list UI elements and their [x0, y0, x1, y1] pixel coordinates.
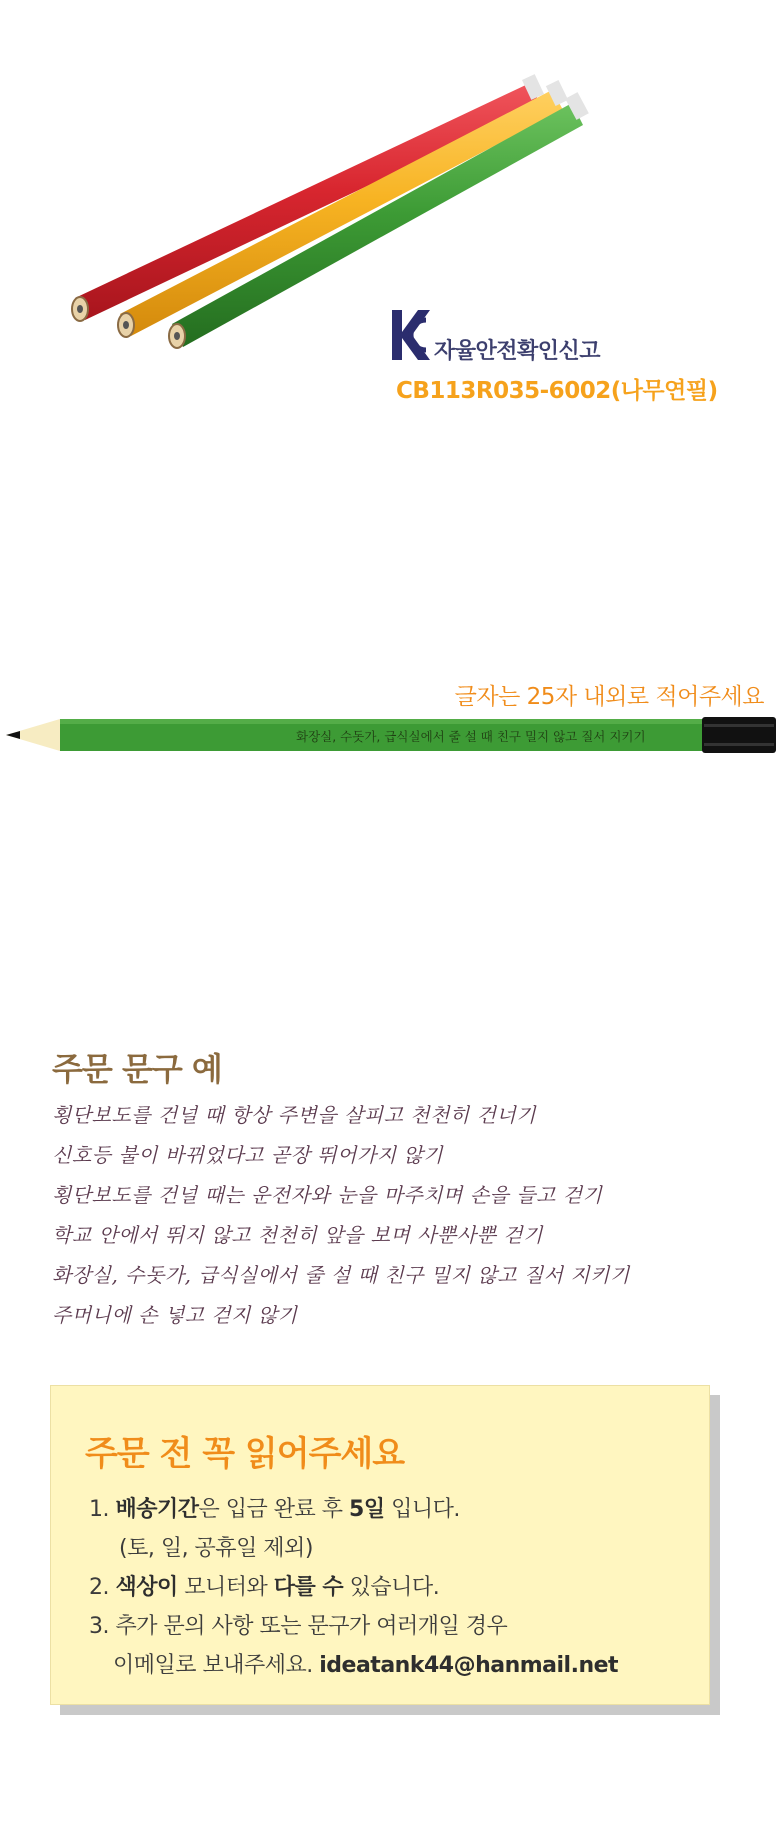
notice-number: 2.: [89, 1575, 109, 1600]
examples-list: [52, 1095, 630, 1335]
notice-item-inquiry: [89, 1609, 507, 1640]
list-item: 횡단보도를 건널 때 항상 주변을 살피고 천천히 건너기: [52, 1103, 537, 1127]
notice-number: 1.: [89, 1497, 109, 1522]
notice-box: [50, 1385, 710, 1705]
list-item: 횡단보도를 건널 때는 운전자와 눈을 마주치며 손을 들고 걷기: [52, 1183, 603, 1207]
list-item: 주머니에 손 넣고 걷지 않기: [52, 1303, 298, 1327]
color-differ: 다를 수: [273, 1575, 344, 1600]
delivery-days: 5일: [349, 1497, 385, 1522]
list-item: 화장실, 수돗가, 급식실에서 줄 설 때 친구 밀지 않고 질서 지키기: [52, 1263, 630, 1287]
kc-mark-icon: [388, 306, 434, 364]
inquiry-text: 추가 문의 사항 또는 문구가 여러개일 경우: [115, 1614, 508, 1639]
notice-item-delivery: [89, 1492, 460, 1523]
yellow-pencil: [118, 80, 568, 337]
color-text: 모니터와: [177, 1575, 274, 1600]
red-pencil: [72, 74, 544, 321]
notice-item-color: [89, 1570, 439, 1601]
kc-certification: [388, 300, 748, 410]
delivery-end: 입니다.: [384, 1497, 460, 1522]
kc-cert-number: CB113R035-6002(나무연필): [396, 378, 718, 404]
notice-item-delivery-note: (토, 일, 공휴일 제외): [119, 1536, 313, 1561]
kc-title: 자율안전확인신고: [434, 339, 601, 364]
notice-item-email: [113, 1648, 618, 1679]
email-address[interactable]: ideatank44@hanmail.net: [319, 1653, 619, 1678]
list-item: 신호등 불이 바뀌었다고 곧장 뛰어가지 않기: [52, 1143, 444, 1167]
color-end: 있습니다.: [343, 1575, 440, 1600]
notice-title: 주문 전 꼭 읽어주세요: [85, 1434, 405, 1474]
delivery-label: 배송기간: [115, 1497, 199, 1522]
notice-number: 3.: [89, 1614, 109, 1639]
char-limit-note: 글자는 25자 내외로 적어주세요: [454, 684, 764, 710]
color-label: 색상이: [115, 1575, 178, 1600]
examples-title: 주문 문구 예: [52, 1050, 222, 1088]
list-item: 학교 안에서 뛰지 않고 천천히 앞을 보며 사뿐사뿐 걷기: [52, 1223, 543, 1247]
delivery-text: 은 입금 완료 후: [198, 1497, 350, 1522]
engraving-sample-text: 화장실, 수돗가, 급식실에서 줄 설 때 친구 밀지 않고 질서 지키기: [296, 729, 646, 744]
email-prompt: 이메일로 보내주세요.: [113, 1653, 320, 1678]
